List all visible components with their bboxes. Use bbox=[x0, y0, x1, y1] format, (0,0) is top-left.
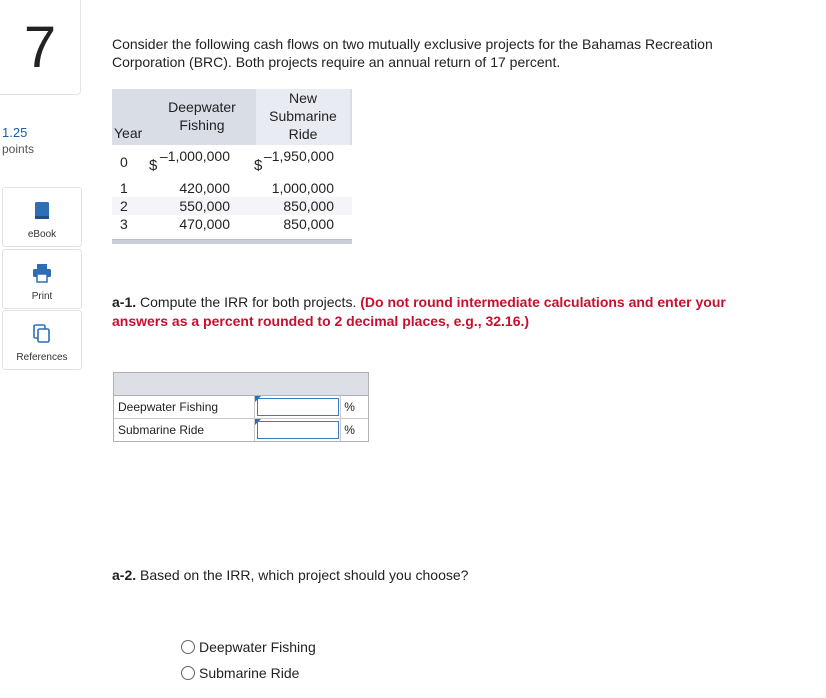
answer-label: Submarine Ride bbox=[114, 419, 255, 441]
answer-label: Deepwater Fishing bbox=[114, 396, 255, 418]
table-row bbox=[112, 215, 352, 233]
points-label: points bbox=[2, 142, 35, 156]
year-cell: 2 bbox=[120, 198, 128, 214]
references-icon bbox=[33, 324, 51, 344]
percent-unit: % bbox=[344, 423, 355, 437]
points-value: 1.25 bbox=[2, 125, 28, 140]
points-info bbox=[2, 124, 34, 158]
irr-answer-table bbox=[113, 372, 369, 442]
year-cell: 1 bbox=[120, 180, 128, 196]
part-a1-text: Compute the IRR for both projects. bbox=[140, 294, 357, 310]
answer-row bbox=[114, 419, 368, 441]
input-marker-icon bbox=[255, 396, 261, 402]
submarine-irr-input[interactable] bbox=[257, 421, 339, 439]
col2-header: New Submarine Ride bbox=[269, 90, 337, 142]
answer-input-cell bbox=[255, 396, 341, 418]
ebook-label: eBook bbox=[27, 229, 57, 240]
answer-input-cell bbox=[255, 419, 341, 441]
submarine-value: 1,000,000 bbox=[271, 180, 334, 196]
part-a1-label: a-1. bbox=[112, 294, 137, 310]
submarine-value: 850,000 bbox=[283, 198, 334, 214]
submarine-value: 850,000 bbox=[283, 216, 334, 232]
year-cell: 0 bbox=[120, 154, 128, 170]
ebook-button[interactable] bbox=[2, 187, 82, 247]
cash-flow-header bbox=[112, 89, 352, 145]
option-label: Deepwater Fishing bbox=[199, 639, 316, 655]
table-row bbox=[112, 179, 352, 197]
question-text: Consider the following cash flows on two mutually exclusive projects for the Bahamas Recreation Corporation (BRC). Both projects require an annual return of 17 percent. bbox=[112, 36, 713, 70]
references-button[interactable] bbox=[2, 310, 82, 370]
currency-symbol: $ bbox=[149, 157, 158, 174]
part-a2-text: Based on the IRR, which project should you choose? bbox=[140, 567, 469, 583]
year-cell: 3 bbox=[120, 216, 128, 232]
year-header: Year bbox=[114, 125, 143, 141]
part-a2-label: a-2. bbox=[112, 567, 137, 583]
answer-row bbox=[114, 396, 368, 419]
deepwater-irr-input[interactable] bbox=[257, 398, 339, 416]
col2-header-cell bbox=[256, 89, 350, 145]
option-deepwater-fishing[interactable] bbox=[181, 639, 316, 655]
radio-button[interactable] bbox=[181, 640, 195, 654]
deepwater-value: –1,000,000 bbox=[159, 148, 230, 164]
print-icon bbox=[32, 263, 52, 283]
option-submarine-ride[interactable] bbox=[181, 665, 299, 681]
question-number: 7 bbox=[0, 0, 81, 95]
part-a1-prompt bbox=[112, 293, 732, 331]
deepwater-value: 470,000 bbox=[179, 216, 230, 232]
part-a2-prompt bbox=[112, 567, 468, 583]
option-label: Submarine Ride bbox=[199, 665, 300, 681]
input-marker-icon bbox=[255, 419, 261, 425]
col1-header-text: Deepwater Fishing bbox=[168, 99, 236, 133]
references-label: References bbox=[16, 352, 68, 363]
table-row bbox=[112, 197, 352, 215]
answer-table-header bbox=[114, 373, 368, 396]
deepwater-value: 550,000 bbox=[179, 198, 230, 214]
radio-button[interactable] bbox=[181, 666, 195, 680]
submarine-value: –1,950,000 bbox=[263, 148, 334, 164]
currency-symbol: $ bbox=[254, 157, 263, 174]
percent-unit: % bbox=[344, 400, 355, 414]
print-label: Print bbox=[31, 291, 53, 302]
part-a1-instruction: (Do not round intermediate calculations and enter your answers as a percent rounded to 2 decimal places, e.g., 32.16.) bbox=[112, 294, 726, 329]
table-row bbox=[112, 149, 352, 179]
table-bottom-rule bbox=[112, 239, 352, 244]
col1-header bbox=[154, 98, 250, 134]
print-button[interactable] bbox=[2, 249, 82, 309]
cash-flow-table bbox=[112, 89, 352, 244]
deepwater-value: 420,000 bbox=[179, 180, 230, 196]
book-icon bbox=[34, 201, 50, 221]
